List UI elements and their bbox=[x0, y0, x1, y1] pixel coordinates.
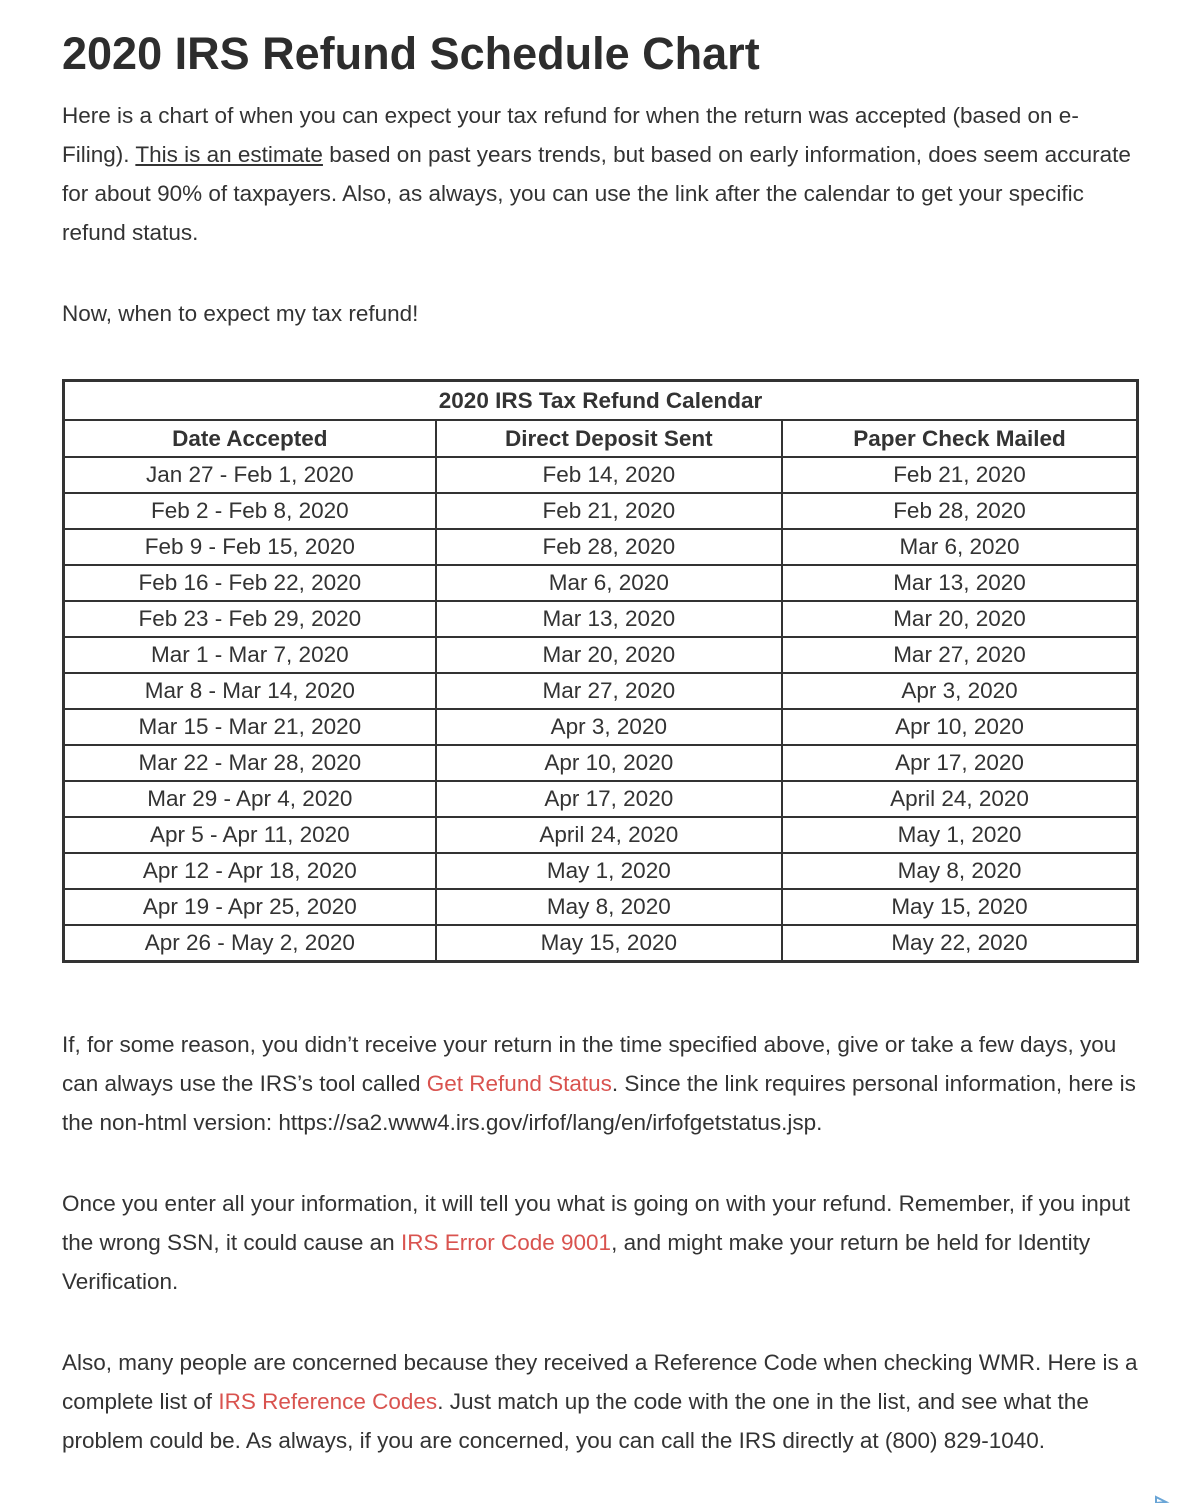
table-cell: Feb 21, 2020 bbox=[782, 457, 1138, 493]
table-cell: May 15, 2020 bbox=[436, 925, 782, 962]
table-cell: Mar 15 - Mar 21, 2020 bbox=[64, 709, 436, 745]
table-row bbox=[64, 529, 1138, 565]
table-row bbox=[64, 925, 1138, 962]
table-cell: May 1, 2020 bbox=[436, 853, 782, 889]
table-cell: Apr 5 - Apr 11, 2020 bbox=[64, 817, 436, 853]
table-cell: Mar 13, 2020 bbox=[436, 601, 782, 637]
table-cell: May 22, 2020 bbox=[782, 925, 1138, 962]
table-cell: Mar 8 - Mar 14, 2020 bbox=[64, 673, 436, 709]
table-cell: Feb 21, 2020 bbox=[436, 493, 782, 529]
table-cell: May 15, 2020 bbox=[782, 889, 1138, 925]
table-cell: Mar 27, 2020 bbox=[782, 637, 1138, 673]
page-title: 2020 IRS Refund Schedule Chart bbox=[62, 28, 760, 79]
table-cell: Apr 12 - Apr 18, 2020 bbox=[64, 853, 436, 889]
table-cell: Apr 10, 2020 bbox=[782, 709, 1138, 745]
table-cell: Apr 10, 2020 bbox=[436, 745, 782, 781]
table-cell: Apr 3, 2020 bbox=[782, 673, 1138, 709]
table-row bbox=[64, 817, 1138, 853]
table-cell: Apr 17, 2020 bbox=[436, 781, 782, 817]
refund-status-paragraph bbox=[62, 1025, 1138, 1142]
table-cell: Mar 20, 2020 bbox=[782, 601, 1138, 637]
table-row bbox=[64, 601, 1138, 637]
table-cell: Mar 13, 2020 bbox=[782, 565, 1138, 601]
table-cell: May 8, 2020 bbox=[436, 889, 782, 925]
reference-codes-text-start: Also, many people are concerned because they received a Reference Code when checking WMR. Here is a complete list of bbox=[62, 1350, 1138, 1414]
error-code-paragraph bbox=[62, 1184, 1138, 1301]
table-row bbox=[64, 457, 1138, 493]
lead-in-text: Now, when to expect my tax refund! bbox=[62, 301, 419, 326]
table-row bbox=[64, 493, 1138, 529]
table-row bbox=[64, 745, 1138, 781]
table-row bbox=[64, 889, 1138, 925]
table-row bbox=[64, 637, 1138, 673]
table-cell: Mar 1 - Mar 7, 2020 bbox=[64, 637, 436, 673]
table-cell: Jan 27 - Feb 1, 2020 bbox=[64, 457, 436, 493]
table-row bbox=[64, 709, 1138, 745]
table-cell: Feb 16 - Feb 22, 2020 bbox=[64, 565, 436, 601]
ad-choices-icon[interactable] bbox=[1152, 1493, 1184, 1503]
table-cell: Feb 28, 2020 bbox=[782, 493, 1138, 529]
irs-error-code-link[interactable]: IRS Error Code 9001 bbox=[400, 1230, 612, 1255]
table-header-row bbox=[64, 420, 1138, 457]
column-header: Date Accepted bbox=[64, 420, 436, 457]
table-row bbox=[64, 781, 1138, 817]
table-cell: May 1, 2020 bbox=[782, 817, 1138, 853]
table-cell: Apr 17, 2020 bbox=[782, 745, 1138, 781]
table-cell: Mar 27, 2020 bbox=[436, 673, 782, 709]
table-cell: Feb 14, 2020 bbox=[436, 457, 782, 493]
table-cell: Mar 6, 2020 bbox=[782, 529, 1138, 565]
table-cell: Feb 28, 2020 bbox=[436, 529, 782, 565]
table-cell: Feb 23 - Feb 29, 2020 bbox=[64, 601, 436, 637]
table-cell: Apr 19 - Apr 25, 2020 bbox=[64, 889, 436, 925]
table-cell: Feb 2 - Feb 8, 2020 bbox=[64, 493, 436, 529]
table-cell: Mar 6, 2020 bbox=[436, 565, 782, 601]
table-cell: April 24, 2020 bbox=[782, 781, 1138, 817]
get-refund-status-link[interactable]: Get Refund Status bbox=[426, 1071, 612, 1096]
irs-reference-codes-link[interactable]: IRS Reference Codes bbox=[218, 1389, 438, 1414]
intro-text-end: based on past years trends, but based on early information, does seem accurate for about 90% of taxpayers. Also, as always, you can use the link after the calendar to get your specific refund status. bbox=[62, 142, 1131, 245]
column-header: Paper Check Mailed bbox=[782, 420, 1138, 457]
estimate-note: This is an estimate bbox=[135, 142, 323, 167]
column-header: Direct Deposit Sent bbox=[436, 420, 782, 457]
reference-codes-text-end: . Just match up the code with the one in the list, and see what the problem could be. As always, if you are concerned, you can call the IRS directly at (800) 829-1040. bbox=[62, 1389, 1089, 1453]
calendar-title: 2020 IRS Tax Refund Calendar bbox=[64, 381, 1138, 421]
table-cell: Apr 3, 2020 bbox=[436, 709, 782, 745]
intro-paragraph bbox=[62, 96, 1138, 252]
error-code-text-start: Once you enter all your information, it will tell you what is going on with your refund. Remember, if you input the wrong SSN, it could cause an bbox=[62, 1191, 1131, 1255]
table-cell: May 8, 2020 bbox=[782, 853, 1138, 889]
table-cell: Mar 29 - Apr 4, 2020 bbox=[64, 781, 436, 817]
refund-status-text-start: If, for some reason, you didn’t receive your return in the time specified above, give or take a few days, you can always use the IRS’s tool called bbox=[62, 1032, 1117, 1096]
table-cell: Feb 9 - Feb 15, 2020 bbox=[64, 529, 436, 565]
refund-calendar-table bbox=[62, 379, 1139, 963]
table-body bbox=[64, 457, 1138, 962]
error-code-text-end: , and might make your return be held for Identity Verification. bbox=[62, 1230, 1091, 1294]
intro-text-start: Here is a chart of when you can expect your tax refund for when the return was accepted (based on e-Filing). bbox=[62, 103, 1079, 167]
table-cell: Apr 26 - May 2, 2020 bbox=[64, 925, 436, 962]
table-cell: Mar 20, 2020 bbox=[436, 637, 782, 673]
table-cell: April 24, 2020 bbox=[436, 817, 782, 853]
table-row bbox=[64, 673, 1138, 709]
table-row bbox=[64, 565, 1138, 601]
table-cell: Mar 22 - Mar 28, 2020 bbox=[64, 745, 436, 781]
refund-status-text-end: . Since the link requires personal information, here is the non-html version: https://sa2.www4.irs.gov/irfof/lang/en/irfofgetstatus.jsp. bbox=[62, 1071, 1136, 1135]
reference-codes-paragraph bbox=[62, 1343, 1138, 1460]
table-row bbox=[64, 853, 1138, 889]
